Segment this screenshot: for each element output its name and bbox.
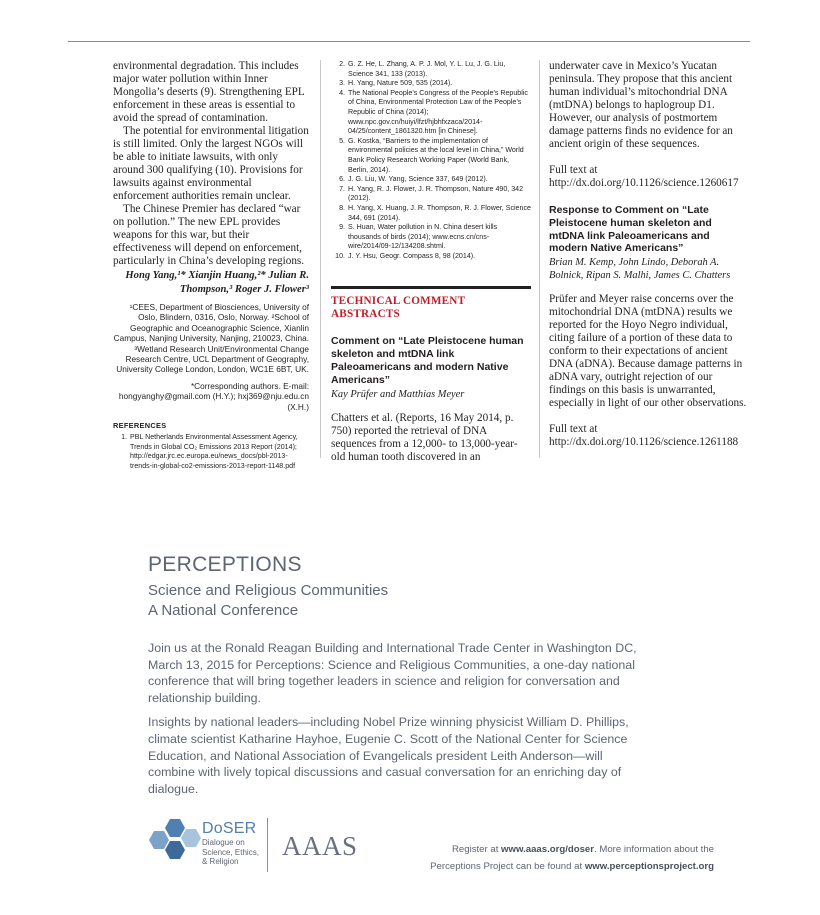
top-rule	[68, 41, 750, 42]
column-1	[113, 60, 309, 471]
column-divider-1	[320, 60, 321, 458]
perceptions-paragraph: Join us at the Ronald Reagan Building and International Trade Center in Washington DC, March 13, 2015 for Perceptions: Science and Religious Communities, a one-day national conference that will bring together leaders in science and religion for conversation and relationship building.	[148, 641, 637, 705]
affiliations	[113, 302, 309, 412]
register-prefix: Register at	[451, 844, 502, 855]
sponsor-logos	[148, 813, 378, 877]
aaas-logo: AAAS	[282, 831, 358, 861]
reference-number: 9.	[339, 223, 345, 232]
doser-hexagon-icon	[148, 815, 202, 865]
affiliation-text: ¹CEES, Department of Biosciences, University of Oslo, Blindern, 0316, Oslo, Norway. ²School of Geographic and Oceanographic Science, Xianlin Campus, Nanjing University, Nanjing, 210023, China. ³Wetland Research Unit/Environmental Change Research Centre, UCL Department of Geography, University College London, London, WC1E 6BT, UK.	[113, 302, 309, 375]
doser-tagline-1: Dialogue on	[202, 838, 245, 847]
correspondence-text: *Corresponding authors. E-mail: hongyanghy@gmail.com (H.Y.); hxj369@nju.edu.cn (X.H.)	[118, 380, 309, 412]
reference-number: 2.	[339, 60, 345, 68]
perceptions-title: PERCEPTIONS	[148, 553, 302, 576]
doser-tagline-3: & Religion	[202, 857, 239, 866]
reference-text: H. Yang, Nature 509, 535 (2014).	[348, 79, 453, 88]
full-text-link-1[interactable]: Full text at http://dx.doi.org/10.1126/science.1260617	[549, 164, 739, 189]
reference-number: 1.	[121, 433, 127, 442]
perceptions-subtitle-line-1: Science and Religious Communities	[148, 582, 389, 599]
letter-paragraph: environmental degradation. This includes major water pollution within Inner Mongolia’s deserts (9). Strengthening EPL enforcement in these areas is essential to avoid the spread of contamination.	[113, 60, 305, 124]
reference-item	[331, 137, 531, 175]
references-heading: REFERENCES	[113, 421, 167, 431]
register-suffix: . More information about the	[594, 844, 714, 855]
reference-text: G. Kostka, “Barriers to the implementation of environmental policies at the local level in China,” World Bank Policy Research Working Paper (World Bank, Berlin, 2014).	[348, 136, 524, 174]
register-line-2	[430, 858, 714, 875]
reference-text: H. Yang, R. J. Flower, J. R. Thompson, Nature 490, 342 (2012).	[348, 184, 524, 203]
reference-text: J. G. Liu, W. Yang, Science 337, 649 (2012).	[348, 175, 488, 184]
perceptions-subtitle-line-2: A National Conference	[148, 602, 299, 619]
letter-body	[113, 60, 309, 268]
column-3	[549, 60, 749, 449]
doser-tagline-2: Science, Ethics,	[202, 847, 259, 857]
more-info-prefix: Perceptions Project can be found at	[430, 861, 585, 872]
references-list-continued	[331, 60, 531, 261]
perceptions-subtitle	[148, 581, 748, 621]
reference-text: J. Y. Hsu, Geogr. Compass 8, 98 (2014).	[348, 251, 476, 260]
comment-body: Chatters et al. (Reports, 16 May 2014, p. 750) reported the retrieval of DNA sequences from a 12,000- to 13,000-year-old human tooth discovered in an	[331, 411, 518, 463]
response-authors: Brian M. Kemp, John Lindo, Deborah A. Bolnick, Ripan S. Malhi, James C. Chatters	[549, 257, 731, 282]
doser-name: DoSER	[202, 820, 257, 837]
reference-item	[331, 252, 531, 262]
comment-authors: Kay Prüfer and Matthias Meyer	[331, 388, 465, 400]
perceptions-body	[148, 640, 648, 805]
reference-text: S. Huan, Water pollution in N. China desert kills thousands of birds (2014); www.ecns.cn/cns-wire/2014/09-12/134208.shtml.	[348, 223, 498, 251]
reference-number: 10.	[335, 251, 345, 260]
perceptions-paragraph: Insights by national leaders—including Nobel Prize winning physicist William D. Phillips, climate scientist Katharine Hayhoe, Eugenie C. Scott of the National Center for Science Education, and National Association of Evangelicals president Leith Anderson—will combine with lively topical discussions and casual conversation for an enriching day of dialogue.	[148, 715, 629, 796]
reference-text: H. Yang, X. Huang, J. R. Thompson, R. J. Flower, Science 344, 691 (2014).	[348, 203, 531, 222]
references-list	[113, 433, 309, 471]
reference-number: 3.	[339, 79, 345, 88]
full-text-link-2[interactable]: Full text at http://dx.doi.org/10.1126/science.1261188	[549, 423, 739, 449]
comment-body-continued: underwater cave in Mexico’s Yucatan peninsula. They propose that this ancient human individual’s mitochondrial DNA (mtDNA) belongs to haplogroup D1. However, our analysis of postmortem damage patterns finds no evidence for an ancient origin of these sequences.	[549, 60, 733, 150]
reference-item	[331, 89, 531, 137]
perceptions-link[interactable]: www.perceptionsproject.org	[584, 861, 714, 872]
reference-number: 6.	[339, 175, 345, 184]
letter-authors: Hong Yang,¹* Xianjin Huang,²* Julian R. Thompson,³ Roger J. Flower³	[125, 270, 309, 295]
column-divider-2	[539, 60, 540, 458]
section-heading: TECHNICAL COMMENT ABSTRACTS	[331, 295, 466, 321]
reference-item	[331, 185, 531, 204]
reference-item	[113, 433, 309, 471]
logo-divider	[267, 818, 268, 872]
response-body: Prüfer and Meyer raise concerns over the mitochondrial DNA (mtDNA) results we reported for the Hoyo Negro individual, citing failure of a portion of these data to conform to their expectations of ancient DNA (aDNA). Because damage patterns in aDNA vary, outright rejection of our findings on this basis is unwarranted, especially in light of our other observations.	[549, 293, 747, 410]
register-link[interactable]: www.aaas.org/doser	[501, 844, 594, 855]
reference-number: 7.	[339, 184, 345, 193]
reference-item	[331, 79, 531, 89]
reference-number: 4.	[339, 88, 345, 97]
column-2	[331, 60, 531, 464]
response-title: Response to Comment on “Late Pleistocene human skeleton and mtDNA link Paleoamericans and modern Native Americans”	[549, 204, 712, 255]
letter-paragraph: The Chinese Premier has declared “war on pollution.” The new EPL provides weapons for this war, but their effectiveness will depend on enforcement, particularly in China’s developing regions.	[113, 203, 305, 267]
reference-text: G. Z. He, L. Zhang, A. P. J. Mol, Y. L. Lu, J. G. Liu, Science 341, 133 (2013).	[348, 60, 506, 78]
reference-number: 8.	[339, 203, 345, 212]
reference-item	[331, 175, 531, 185]
reference-text: PBL Netherlands Environmental Assessment Agency, Trends in Global CO₂ Emissions 2013 Report (2014); http://edgar.jrc.ec.europa.eu/news_docs/pbl-2013-trends-in-global-co2-emissions-2013-report-1148.pdf	[130, 433, 298, 470]
reference-item	[331, 60, 531, 79]
reference-number: 5.	[339, 136, 345, 145]
letter-paragraph: The potential for environmental litigation is still limited. Only the largest NGOs will be able to initiate lawsuits, with only around 300 qualifying (10). Provisions for lawsuits against environmental enforcement authorities remain unclear.	[113, 125, 309, 202]
reference-item	[331, 204, 531, 223]
reference-text: The National People’s Congress of the People’s Republic of China, Environmental Protection Law of the People’s Republic of China (2014); www.npc.gov.cn/huiyi/lfzt/hjbhfxzaca/2014-04/25/content_1861320.htm [in Chinese].	[348, 88, 528, 136]
reference-item	[331, 223, 531, 252]
comment-title: Comment on “Late Pleistocene human skeleton and mtDNA link Paleoamericans and modern Native Americans”	[331, 335, 524, 386]
section-rule	[331, 286, 531, 289]
register-line-1	[430, 841, 714, 858]
register-note	[430, 841, 714, 875]
doser-logo-text	[202, 820, 259, 867]
